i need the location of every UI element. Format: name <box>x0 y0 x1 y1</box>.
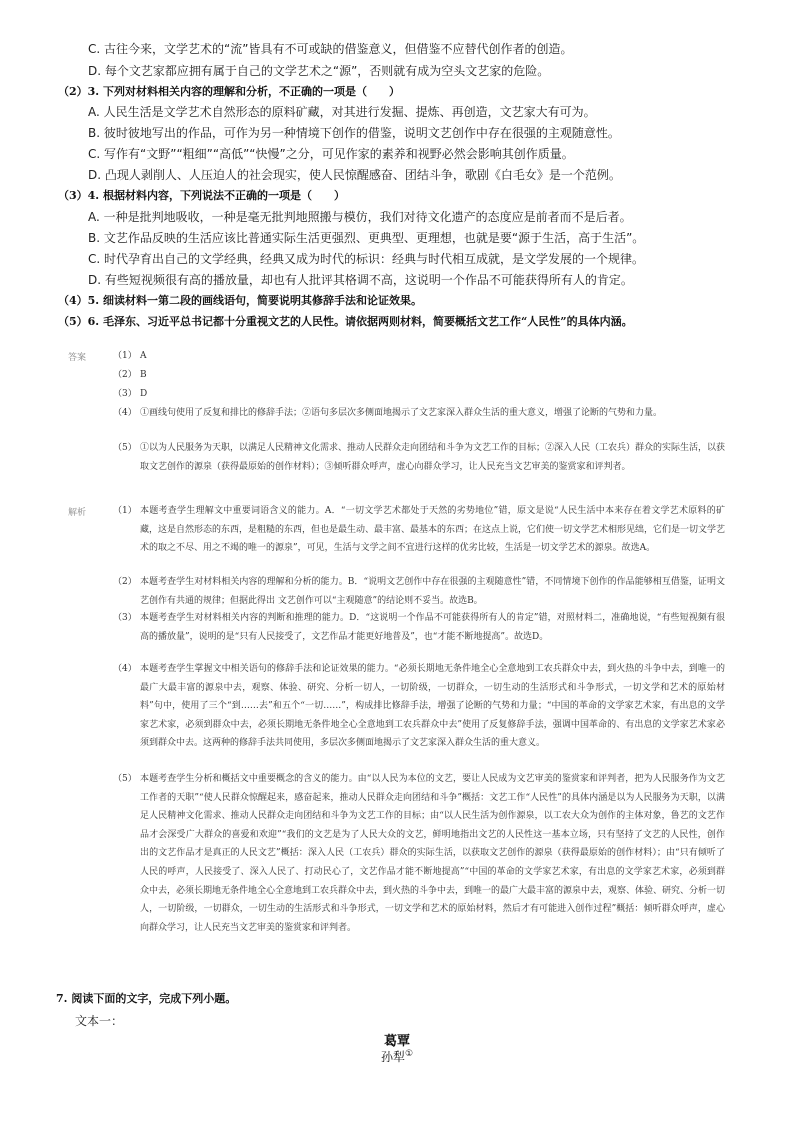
analysis-num-3: （3） <box>113 613 137 623</box>
option-d-prev: D. 每个文艺家都应拥有属于自己的文学艺术之“源”，否则就有成为空头文艺家的危险。 <box>88 64 550 78</box>
question-7-stem: 7. 阅读下面的文字，完成下列小题。 <box>56 992 237 1005</box>
q3-option-d: D. 有些短视频很有高的播放量，却也有人批评其格调不高，这说明一个作品不可能获得所有人的肯定。 <box>88 273 633 287</box>
text-one-label: 文本一： <box>75 1014 124 1028</box>
analysis-text-3: 本题考查学生对材料相关内容的判断和推理的能力。D．“这说明一个作品不可能获得所有人的肯定”错，对照材料二，准确地说，“有些短视频有很高的播放量”，说明的是“只有人民接受了，文艺作品才能更好地普及”，也“才能不断地提高”。故选D。 <box>140 613 725 642</box>
answer-text-3: D <box>140 389 148 399</box>
footnote-mark[interactable]: ① <box>404 1049 414 1059</box>
q2-option-c: C. 写作有“文野”“粗细”“高低”“快慢”之分，可见作家的素养和视野必然会影响其创作质量。 <box>88 147 574 161</box>
analysis-label: 解析 <box>68 508 87 518</box>
answer-text-1: A <box>140 351 147 361</box>
q3-option-a: A. 一种是批判地吸收，一种是毫无批判地照搬与模仿，我们对待文化遗产的态度应是前者而不是后者。 <box>88 210 632 224</box>
question-4-stem: （4）5. 细读材料一第二段的画线语句，简要说明其修辞手法和论证效果。 <box>58 294 422 307</box>
analysis-text-2: 本题考查学生对材料相关内容的理解和分析的能力。B．“说明文艺创作中存在很强的主观随意性”错，不同情境下创作的作品能够相互借鉴，证明文艺创作有共通的规律；但据此得出 文艺创作可以“主观随意”的结论则不妥当。故选B。 <box>140 577 725 606</box>
article-author <box>0 1048 794 1065</box>
q2-option-d: D. 凸现人剥削人、人压迫人的社会现实，使人民惊醒感奋、团结斗争，歌剧《白毛女》是一个范例。 <box>88 168 621 182</box>
question-2-stem: （2）3. 下列对材料相关内容的理解和分析，不正确的一项是（ ） <box>58 85 400 98</box>
author-name: 孙犁 <box>380 1050 405 1064</box>
answer-label: 答案 <box>68 353 87 363</box>
option-c-prev: C. 古往今来，文学艺术的“流”皆具有不可或缺的借鉴意义，但借鉴不应替代创作者的创造。 <box>88 42 573 56</box>
q3-option-c: C. 时代孕育出自己的文学经典，经典又成为时代的标识：经典与时代相互成就，是文学发展的一个规律。 <box>88 252 645 266</box>
q2-option-b: B. 彼时彼地写出的作品，可作为另一种情境下创作的借鉴，说明文艺创作中存在很强的主观随意性。 <box>88 126 620 140</box>
answer-num-5: （5） <box>113 443 137 453</box>
analysis-text-4: 本题考查学生掌握文中相关语句的修辞手法和论证效果的能力。“必须长期地无条件地全心全意地到工农兵群众中去，到火热的斗争中去，到唯一的最广大最丰富的源泉中去，观察、体验、研究、分析一切人，一切阶级，一切群众，一切生动的生活形式和斗争形式，一切文学和艺术的原始材料”句中，使用了三个“到……去”和五个“一切……”，构成排比修辞手法，增强了论断的气势和力量；“中国的革命的文学家艺术家，有出息的文学家艺术家，必须到群众中去，必须长期地无条件地全心全意地到工农兵群众中去”使用了反复修辞手法，强调中国革命的、有出息的文学家艺术家必须到群众中去。这两种的修辞手法共同使用，多层次多侧面地揭示了文艺家深入群众生活的重大意义。 <box>140 664 725 749</box>
q3-option-b: B. 文艺作品反映的生活应该比普通实际生活更强烈、更典型、更理想，也就是要“源于生活，高于生活”。 <box>88 231 645 245</box>
analysis-num-1: （1） <box>113 506 137 516</box>
analysis-text-1: 本题考查学生理解文中重要词语含义的能力。A．“一切文学艺术都处于天然的劣势地位”错，原文是说“人民生活中本来存在着文学艺术原料的矿藏，这是自然形态的东西，是粗糙的东西，但也是最生动、最丰富、最基本的东西；在这点上说，它们使一切文学艺术相形见绌，它们是一切文学艺术的取之不尽、用之不竭的唯一的源泉”，可见，生活与文学之间不宜进行这样的优劣比较，生活是一切文学艺术的源泉。故选A。 <box>140 506 726 554</box>
analysis-num-5: （5） <box>113 774 137 784</box>
answer-num-4: （4） <box>113 408 137 418</box>
answer-text-4: ①画线句使用了反复和排比的修辞手法；②语句多层次多侧面地揭示了文艺家深入群众生活的重大意义，增强了论断的气势和力量。 <box>140 408 663 418</box>
answer-num-1: （1） <box>113 351 137 361</box>
analysis-num-4: （4） <box>113 664 137 674</box>
analysis-num-2: （2） <box>113 577 137 587</box>
q2-option-a: A. 人民生活是文学艺术自然形态的原料矿藏，对其进行发掘、提炼、再创造，文艺家大有可为。 <box>88 105 596 119</box>
article-title: 葛覃 <box>383 1034 410 1049</box>
question-3-stem: （3）4. 根据材料内容，下列说法不正确的一项是（ ） <box>58 189 345 202</box>
answer-num-3: （3） <box>113 389 137 399</box>
answer-text-5: ①以为人民服务为天职，以满足人民精神文化需求、推动人民群众走向团结和斗争为文艺工作的目标；②深入人民（工农兵）群众的实际生活，以获取文艺创作的源泉（获得最原始的创作材料）；③倾听群众呼声，虚心向群众学习，让人民充当文艺审美的鉴赏家和评判者。 <box>140 443 726 472</box>
analysis-text-5: 本题考查学生分析和概括文中重要概念的含义的能力。由“以人民为本位的文艺，要让人民成为文艺审美的鉴赏家和评判者，把为人民服务作为文艺工作者的天职”“使人民群众惊醒起来，感奋起来，推动人民群众走向团结和斗争”概括：文艺工作“人民性”的具体内涵是以为人民服务为天职，以满足人民精神文化需求、推动人民群众走向团结和斗争为文艺工作的目标；由“以人民生活为创作源泉，以工农大众为创作的主体对象，鲁艺的文艺作品才会深受广大群众的喜爱和欢迎”“我们的文艺是为了人民大众的文艺，鲜明地指出文艺的人民性这一基本立场，只有坚持了文艺的人民性，创作出的文艺作品才是真正的人民文艺”概括：深入人民（工农兵）群众的实际生活，以获取文艺创作的源泉（获得最原始的创作材料）；由“只有倾听了人民的呼声，人民接受了、深入人民了、打动民心了，文艺作品才能不断地提高”“中国的革命的文学家艺术家，有出息的文学家艺术家，必须到群众中去，必须长期地无条件地全心全意地到工农兵群众中去，到火热的斗争中去，到唯一的最广大最丰富的源泉中去，观察、体验、研究、分析一切人，一切阶级，一切群众，一切生动的生活形式和斗争形式，一切文学和艺术的原始材料，然后才有可能进入创作过程”概括：倾听群众呼声，虚心向群众学习，让人民充当文艺审美的鉴赏家和评判者。 <box>140 774 726 933</box>
answer-text-2: B <box>140 370 147 380</box>
question-5-stem: （5）6. 毛泽东、习近平总书记都十分重视文艺的人民性。请依据两则材料，简要概括文艺工作“人民性”的具体内涵。 <box>58 315 633 328</box>
answer-num-2: （2） <box>113 370 137 380</box>
